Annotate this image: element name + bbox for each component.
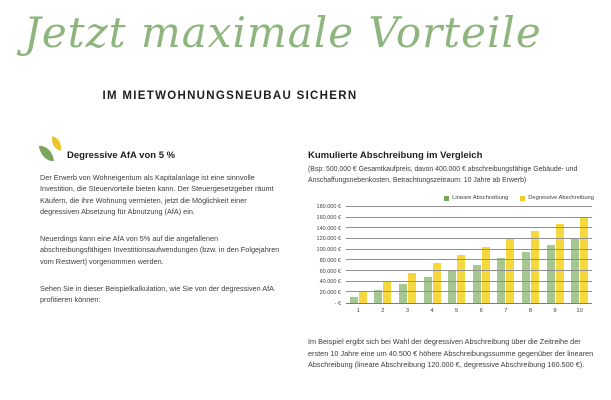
y-axis-label: 180.000 € xyxy=(316,204,341,210)
legend-label: Lineare Abschreibung xyxy=(452,195,509,201)
leaf-green-shape xyxy=(39,144,54,163)
bar-degressive-abschreibung-6 xyxy=(482,247,490,304)
bar-group-10 xyxy=(567,207,592,303)
intro-paragraph: Der Erwerb von Wohneigentum als Kapitalanlage ist eine sinnvolle Investition, die Steuervorteile bieten kann. Der Steuergesetzgeber räumt Käufern, die ihre Wohnung vermieten, jetzt die Möglichkeit einer degressiven Absetzung für Abnutzung (AfA) ein. xyxy=(40,173,274,216)
intro-heading-row xyxy=(40,137,286,162)
gridline xyxy=(346,206,592,207)
bar-group-1 xyxy=(346,207,371,303)
x-axis-label: 5 xyxy=(455,308,459,314)
intro-paragraph: Sehen Sie in dieser Beispielkalkulation, wie Sie von der degressiven AfA profitieren können: xyxy=(40,284,274,305)
intro-paragraph: Neuerdings kann eine AfA von 5% auf die angefallenen abschreibungsfähigen Investitionsaufwendungen (bzw. in den Folgejahren vom Restwert) vorgenommen werden. xyxy=(40,234,280,266)
x-axis-label: 4 xyxy=(430,308,434,314)
chart-subtitle: (Bsp: 500.000 € Gesamtkaufpreis, davon 400.000 € abschreibungsfähige Gebäude- und Anschaffungsnebenkosten, Betrachtungszeitraum: 10 Jahre ab Erwerb) xyxy=(308,166,578,184)
page-title: Jetzt maximale Vorteile xyxy=(24,8,542,57)
y-axis-label: 60.000 € xyxy=(319,268,341,275)
y-axis-label: 80.000 € xyxy=(319,257,341,264)
x-axis-label: 7 xyxy=(504,308,508,314)
bar-group-6 xyxy=(469,207,494,303)
chart-bars xyxy=(346,207,592,303)
bar-degressive-abschreibung-2 xyxy=(383,282,391,303)
x-axis-label: 8 xyxy=(528,308,533,314)
gridline xyxy=(346,270,592,271)
chart-title: Kumulierte Abschreibung im Vergleich xyxy=(308,150,483,161)
legend-swatch-degressive-abschreibung xyxy=(520,196,525,201)
y-axis-label: 140.000 € xyxy=(316,225,341,232)
legend-item-degressive-abschreibung xyxy=(520,195,594,201)
bar-lineare-abschreibung-1 xyxy=(350,297,358,303)
y-axis-label: 40.000 € xyxy=(319,279,341,286)
legend-label: Degressive Abschreibung xyxy=(528,195,594,201)
chart-footnote: Im Beispiel ergibt sich bei Wahl der degressiven Abschreibung über die Zeitreihe der ersten 10 Jahre eine um 40.500 € höhere Abschreibungssumme gegenüber der linearen Abschreibung (lineare Abschreibung 120.000 €, degressive Abschreibung 160.500 €). xyxy=(308,337,594,369)
bar-lineare-abschreibung-9 xyxy=(547,245,555,303)
chart xyxy=(308,204,594,320)
gridline xyxy=(346,259,592,260)
legend-item-lineare-abschreibung xyxy=(444,195,508,201)
page-subtitle: IM MIETWOHNUNGSNEUBAU SICHERN xyxy=(102,90,358,102)
y-axis-label: 20.000 € xyxy=(319,290,341,297)
y-axis-label: - € xyxy=(334,301,341,307)
bar-degressive-abschreibung-5 xyxy=(457,255,465,303)
chart-section xyxy=(308,150,594,371)
gridline xyxy=(346,238,592,239)
chart-y-axis xyxy=(308,204,341,307)
leaf-yellow-shape xyxy=(50,136,63,151)
bar-group-2 xyxy=(371,207,396,303)
bar-group-3 xyxy=(395,207,420,303)
bar-group-4 xyxy=(420,207,445,303)
chart-legend xyxy=(308,195,594,201)
chart-plot xyxy=(346,207,592,304)
leaf-icon xyxy=(40,137,62,162)
chart-x-axis xyxy=(346,308,592,314)
x-axis-label: 3 xyxy=(405,308,410,314)
gridline xyxy=(346,281,592,282)
x-axis-label: 2 xyxy=(381,308,385,314)
gridline xyxy=(346,227,592,228)
y-axis-label: 120.000 € xyxy=(316,236,341,243)
bar-group-9 xyxy=(543,207,568,303)
bar-lineare-abschreibung-5 xyxy=(448,271,456,303)
x-axis-label: 1 xyxy=(356,308,360,314)
x-axis-label: 10 xyxy=(576,308,583,314)
y-axis-label: 160.000 € xyxy=(316,214,341,221)
gridline xyxy=(346,217,592,218)
bar-lineare-abschreibung-3 xyxy=(399,284,407,303)
legend-swatch-lineare-abschreibung xyxy=(444,196,449,201)
bar-group-5 xyxy=(444,207,469,303)
intro-section xyxy=(40,137,286,306)
x-axis-label: 6 xyxy=(479,308,483,314)
intro-heading: Degressive AfA von 5 % xyxy=(67,150,176,161)
bar-degressive-abschreibung-1 xyxy=(359,292,367,303)
x-axis-label: 9 xyxy=(553,308,557,314)
y-axis-label: 100.000 € xyxy=(316,247,341,254)
bar-degressive-abschreibung-3 xyxy=(408,273,416,303)
bar-group-7 xyxy=(494,207,519,303)
bar-group-8 xyxy=(518,207,543,303)
gridline xyxy=(346,249,592,250)
gridline xyxy=(346,291,592,292)
